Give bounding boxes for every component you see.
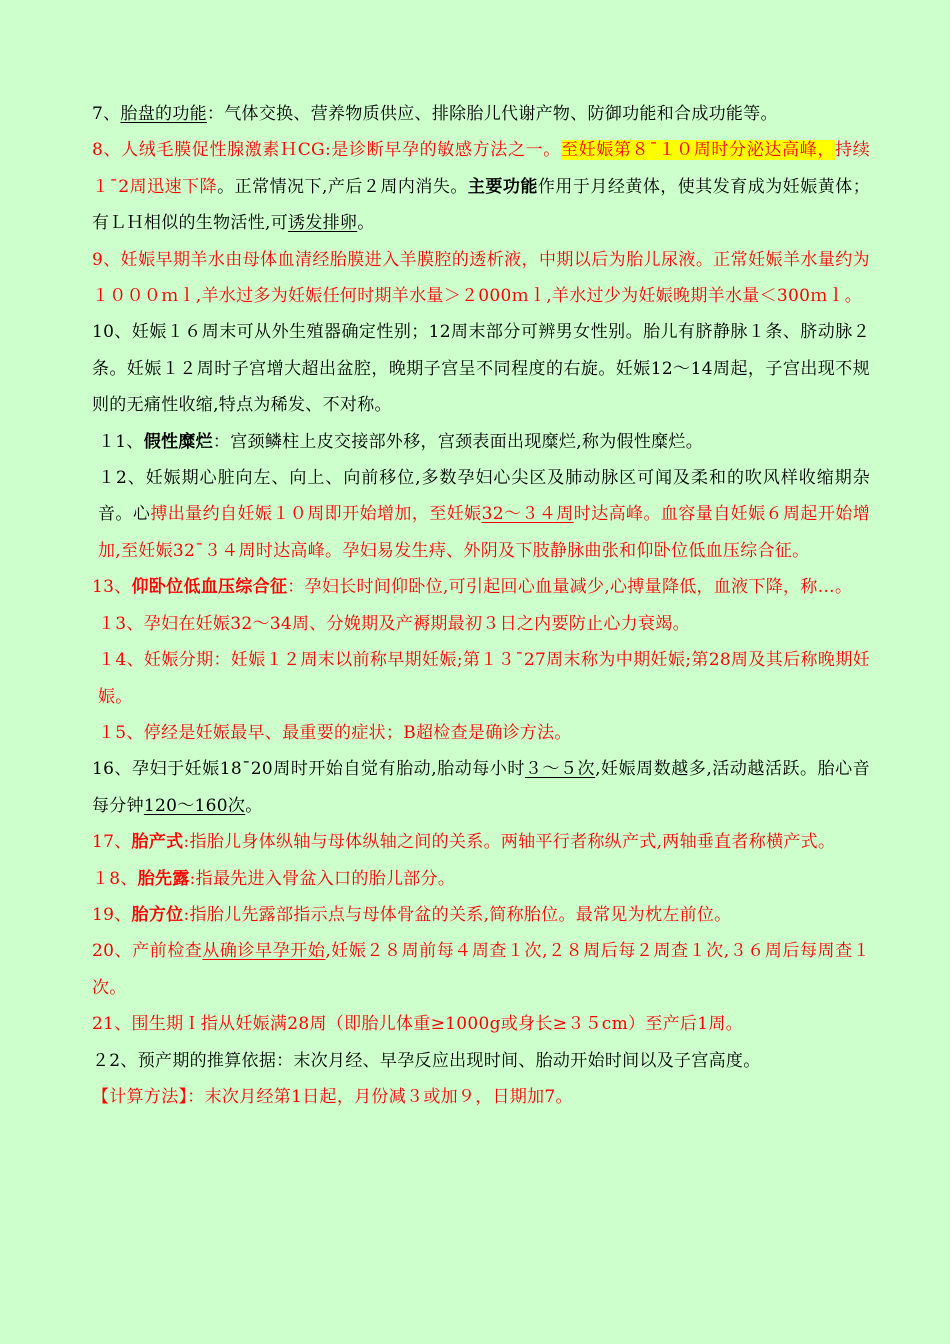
item-text: ２2、预产期的推算依据：末次月经、早孕反应出现时间、胎动开始时间以及子宫高度。	[92, 1050, 761, 1071]
item-text: ：宫颈鳞柱上皮交接部外移，宫颈表面出现糜烂,称为假性糜烂。	[212, 431, 704, 452]
item-13-supine-hypotension	[92, 569, 870, 605]
item-text: ：气体交换、营养物质供应、排除胎儿代谢产物、防御功能和合成功能等。	[206, 104, 778, 124]
underlined-phrase: 从确诊早孕开始	[202, 941, 326, 962]
term-fetal-position: 胎方位	[131, 904, 184, 925]
item-18-presentation	[92, 861, 870, 897]
item-number: 7、	[92, 104, 121, 124]
item-text-red: 持续１¯2周迅速下降	[92, 140, 870, 197]
item-text-red: 21、围生期Ｉ指从妊娠满28周（即胎儿体重≥1000g或身长≥３５cm）至产后1周。	[92, 1014, 743, 1035]
notes-body	[92, 96, 870, 1115]
item-13-heart-failure	[92, 606, 870, 642]
item-text-red: :指胎儿先露部指示点与母体骨盆的关系,简称胎位。最常见为枕左前位。	[183, 904, 732, 925]
term-placenta-function: 胎盘的功能	[120, 104, 207, 124]
item-text-red: 8、人绒毛膜促性腺激素ＨCG:是诊断早孕的敏感方法之一。	[92, 140, 561, 161]
item-text: ,妊娠周数越多,活动越活跃。胎心音每分钟	[92, 759, 870, 816]
item-10-fetal-sex	[92, 314, 870, 423]
item-text: 作用于月经黄体，使其发育成为妊娠黄体；有ＬＨ相似的生物活性,可	[92, 176, 871, 234]
item-text-red: :指最先进入骨盆入口的胎儿部分。	[189, 868, 456, 889]
item-text-red: １5、停经是妊娠最早、最重要的症状；B超检查是确诊方法。	[98, 722, 572, 743]
item-7-placenta-function	[92, 96, 870, 132]
item-text-red: ：孕妇长时间仰卧位,可引起回心血量减少,心搏量降低，血液下降，称…。	[287, 577, 853, 598]
item-9-amniotic-fluid	[92, 242, 870, 315]
item-11-pseudo-erosion	[92, 424, 870, 460]
item-text: 16、孕妇于妊娠18¯20周时开始自觉有胎动,胎动每小时	[92, 759, 525, 780]
item-text: 10、妊娠１６周末可从外生殖器确定性别；12周末部分可辨男女性别。胎儿有脐静脉１条、脐动脉２条。妊娠１２周时子宫增大超出盆腔，晚期子宫呈不同程度的右旋。妊娠12～14周起，子宫出现不规则的无痛性收缩,特点为稀发、不对称。	[92, 322, 870, 416]
item-15-amenorrhea	[92, 715, 870, 751]
item-number: 13、	[92, 577, 132, 598]
item-text-red: ,妊娠２８周前每４周查１次,２８周后每２周查１次,３６周后每周查１次。	[92, 941, 870, 998]
highlighted-text: 至妊娠第８¯１０周时分泌达高峰，	[560, 140, 836, 161]
term-main-function: 主要功能	[467, 176, 538, 197]
item-number: 19、	[92, 904, 132, 925]
underlined-heart-rate: 120～160次	[143, 795, 246, 816]
item-text-red: :指胎儿身体纵轴与母体纵轴之间的关系。两轴平行者称纵产式,两轴垂直者称横产式。	[183, 832, 836, 853]
item-19-position	[92, 897, 870, 933]
item-text-red: １4、妊娠分期：妊娠１２周末以前称早期妊娠;第１３¯27周末称为中期妊娠;第28周及其后称晚期妊娠。	[98, 650, 870, 707]
item-text: 。正常情况下,产后２周内消失。	[217, 176, 468, 197]
underlined-count: ３～５次	[524, 759, 596, 780]
item-21-perinatal	[92, 1006, 870, 1042]
item-8-hcg	[92, 132, 870, 241]
item-text-red: 时达高峰。血容量自妊娠６周起开始增加,至妊娠32¯３４周时达高峰。孕妇易发生痔、外阴及下肢静脉曲张和仰卧位低血压综合征。	[98, 504, 870, 561]
term-fetal-lie: 胎产式	[131, 832, 184, 853]
item-text: 。	[357, 213, 375, 234]
item-12-heart-changes	[92, 460, 870, 569]
item-20-prenatal-exam	[92, 933, 870, 1006]
item-17-fetal-lie	[92, 824, 870, 860]
term-supine-hypotension: 仰卧位低血压综合征	[131, 577, 288, 598]
item-text-red: 9、妊娠早期羊水由母体血清经胎膜进入羊膜腔的透析液，中期以后为胎儿尿液。正常妊娠羊水量约为１０００ｍｌ,羊水过多为妊娠任何时期羊水量＞２000ｍｌ,羊水过少为妊娠晚期羊水量＜300ｍｌ。	[92, 249, 870, 307]
item-16-fetal-movement	[92, 751, 870, 824]
item-text-red: 搏出量约自妊娠１０周即开始增加，至妊娠	[150, 504, 482, 525]
item-text-red: 20、产前检查	[92, 941, 203, 962]
term-presentation: 胎先露	[137, 868, 190, 889]
term-induce-ovulation: 诱发排卵	[288, 213, 358, 234]
item-text-red: １3、孕妇在妊娠32～34周、分娩期及产褥期最初３日之内要防止心力衰竭。	[98, 613, 690, 634]
item-text: １2、妊娠期心脏向左、向上、向前移位,多数孕妇心尖区及肺动脉区可闻及柔和的吹风样收缩期杂音。心	[98, 468, 870, 525]
underlined-weeks: 32～３４周	[481, 504, 574, 525]
item-number: 17、	[92, 832, 132, 853]
calculation-method	[92, 1079, 870, 1115]
term-pseudo-erosion: 假性糜烂	[143, 431, 213, 452]
item-text: 。	[245, 795, 263, 816]
item-14-pregnancy-stages	[92, 642, 870, 715]
item-22-due-date-basis	[92, 1043, 870, 1079]
item-number: １1、	[98, 431, 144, 452]
item-number: １8、	[92, 868, 138, 889]
item-text-red: 【计算方法】：末次月经第1日起，月份减３或加９，日期加7。	[92, 1086, 573, 1107]
